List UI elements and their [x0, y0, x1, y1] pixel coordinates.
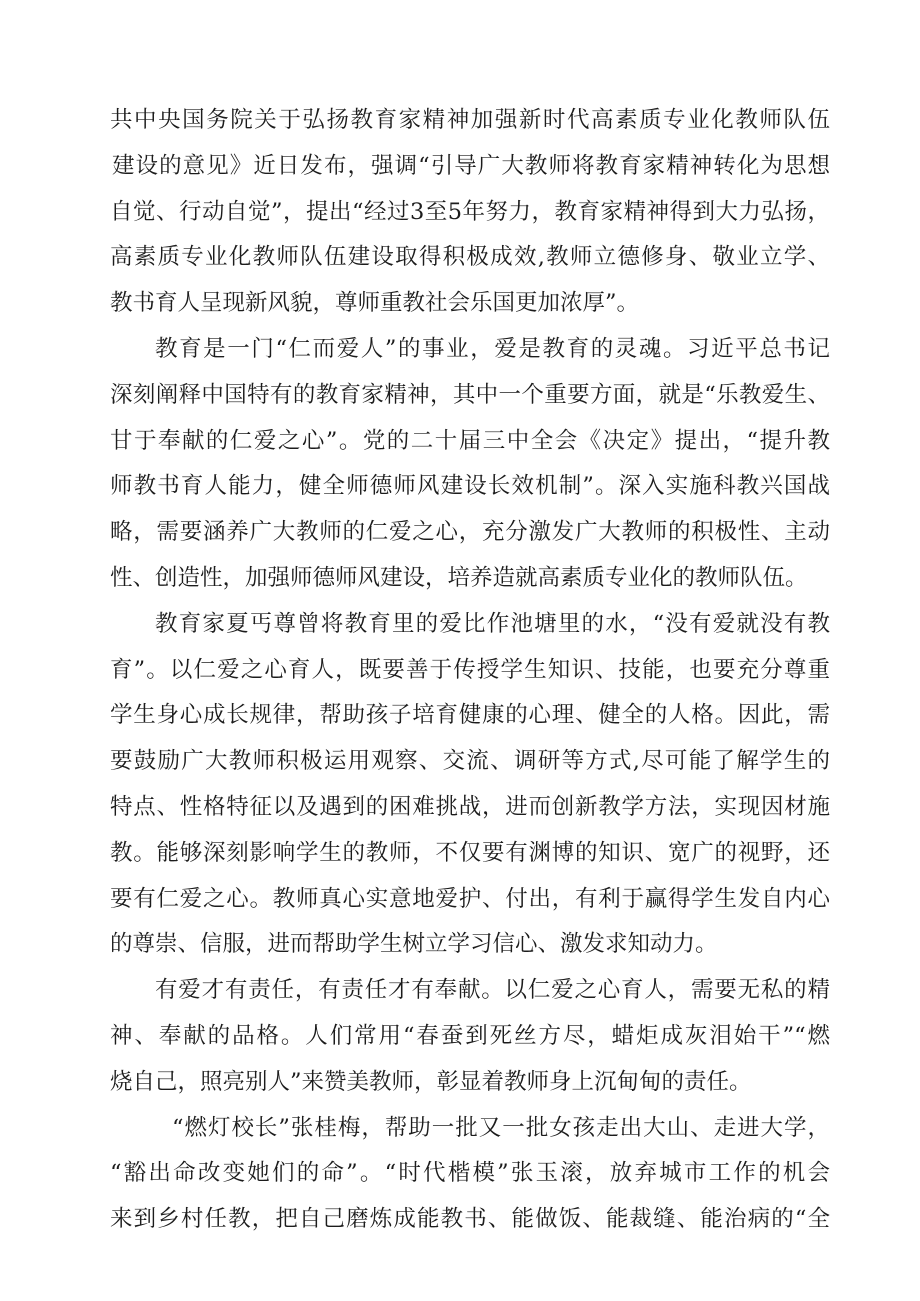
paragraph-5	[110, 1106, 830, 1243]
text-line: 高素质专业化教师队伍建设取得积极成效,教师立德修身、敬业立学、	[110, 244, 830, 271]
text-line: 性、创造性，加强师德师风建设，培养造就高素质专业化的教师队伍。	[110, 564, 808, 591]
paragraph-1	[110, 98, 830, 327]
text-line: 的尊崇、信服，进而帮助学生树立学习信心、激发求知动力。	[110, 931, 718, 958]
text-line: 略，需要涵养广大教师的仁爱之心，充分激发广大教师的积极性、主动	[110, 519, 830, 546]
text-line: 要有仁爱之心。教师真心实意地爱护、付出，有利于赢得学生发自内心	[110, 885, 830, 912]
paragraph-2	[110, 327, 830, 602]
text-line: 建设的意见》近日发布，强调“引导广大教师将教育家精神转化为思想	[112, 152, 830, 179]
text-line: 有爱才有责任，有责任才有奉献。以仁爱之心育人，需要无私的精	[155, 977, 830, 1004]
text-line: 来到乡村任教，把自己磨炼成能教书、能做饭、能裁缝、能治病的“全	[110, 1206, 830, 1233]
text-line: “燃灯校长”张桂梅，帮助一批又一批女孩走出大山、走进大学，	[172, 1114, 830, 1141]
text-line: 自觉、行动自觉”，提出“经过3至5年努力，教育家精神得到大力弘扬，	[110, 198, 830, 225]
text-line: 烧自己，照亮别人”来赞美教师，彰显着教师身上沉甸甸的责任。	[110, 1068, 752, 1095]
text-line: 教育家夏丐尊曾将教育里的爱比作池塘里的水，“没有爱就没有教	[155, 610, 830, 637]
text-line: 教书育人呈现新风貌，尊师重教社会乐国更加浓厚”。	[110, 290, 640, 317]
text-line: 特点、性格特征以及遇到的困难挑战，进而创新教学方法，实现因材施	[110, 793, 830, 820]
paragraph-3	[110, 602, 830, 968]
text-line: 神、奉献的品格。人们常用“春蚕到死丝方尽，蜡炬成灰泪始干”“燃	[110, 1022, 830, 1049]
text-line: 师教书育人能力，健全师德师风建设长效机制”。深入实施科教兴国战	[110, 473, 830, 500]
text-line: 甘于奉献的仁爱之心”。党的二十届三中全会《决定》提出，“提升教	[110, 427, 830, 454]
text-line: 深刻阐释中国特有的教育家精神，其中一个重要方面，就是“乐教爱生、	[110, 381, 830, 408]
text-line: 学生身心成长规律，帮助孩子培育健康的心理、健全的人格。因此，需	[110, 702, 830, 729]
text-line: “豁出命改变她们的命”。“时代楷模”张玉滚，放弃城市工作的机会	[110, 1160, 830, 1187]
text-line: 要鼓励广大教师积极运用观察、交流、调研等方式,尽可能了解学生的	[110, 748, 830, 775]
text-line: 育”。以仁爱之心育人，既要善于传授学生知识、技能，也要充分尊重	[110, 656, 830, 683]
paragraph-4	[110, 968, 830, 1105]
text-line: 教育是一门“仁而爱人”的事业，爱是教育的灵魂。习近平总书记	[155, 335, 830, 362]
text-line: 教。能够深刻影响学生的教师，不仅要有渊博的知识、宽广的视野，还	[110, 839, 830, 866]
text-line: 共中央国务院关于弘扬教育家精神加强新时代高素质专业化教师队伍	[110, 107, 830, 133]
article-body	[110, 98, 830, 1243]
